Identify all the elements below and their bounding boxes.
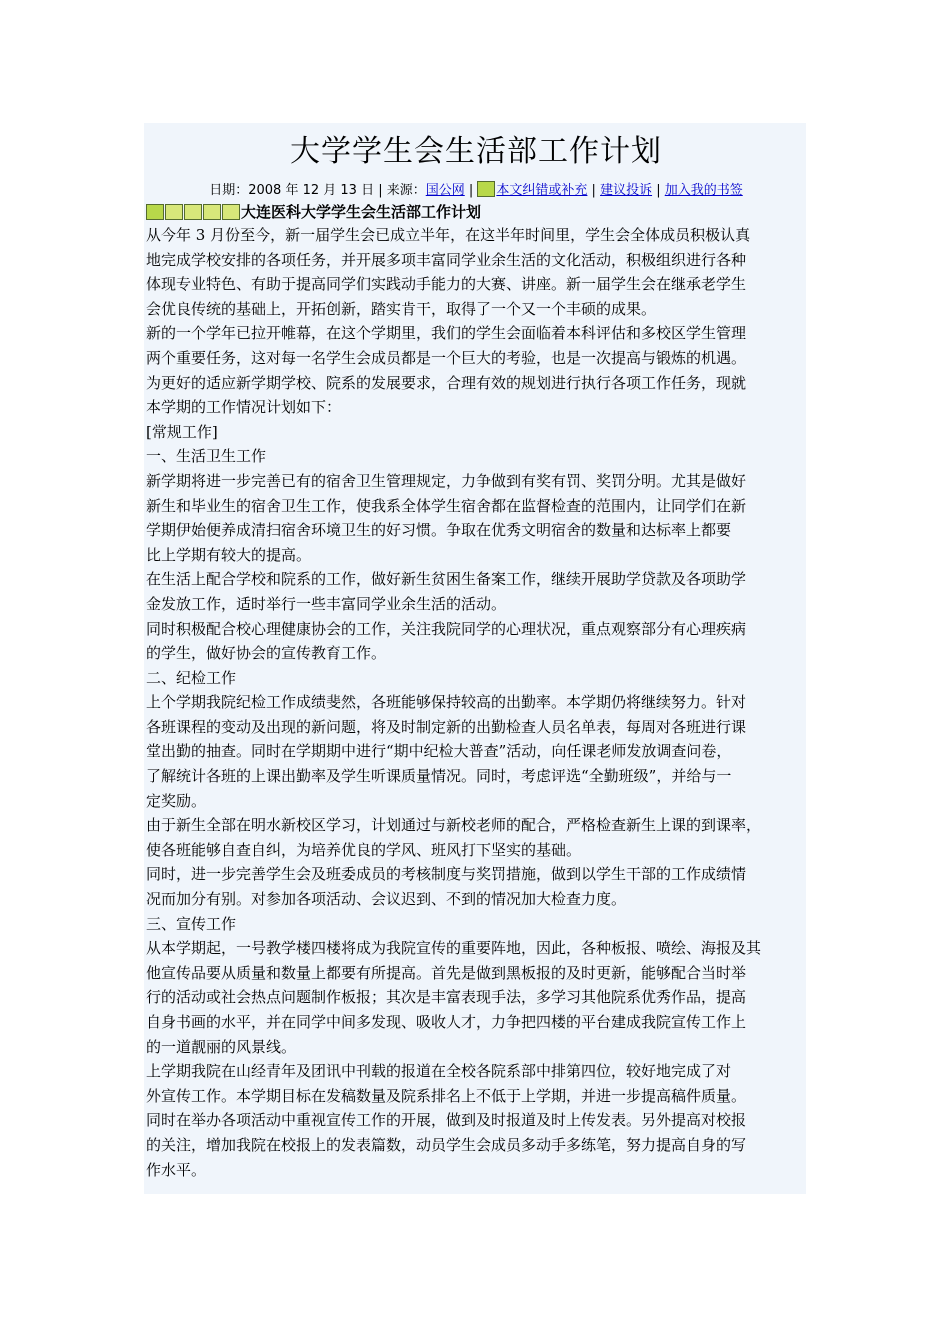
body-line: 外宣传工作。本学期目标在发稿数量及院系排名上不低于上学期，并进一步提高稿件质量。	[146, 1086, 747, 1105]
body-line: 会优良传统的基础上，开拓创新，踏实肯干，取得了一个又一个丰硕的成果。	[146, 299, 657, 318]
body-line: 两个重要任务，这对每一名学生会成员都是一个巨大的考验，也是一次提高与锻炼的机遇。	[146, 348, 747, 367]
body-line: 新的一个学年已拉开帷幕，在这个学期里，我们的学生会面临着本科评估和多校区学生管理	[146, 324, 747, 343]
body-line: 地完成学校安排的各项任务，并开展多项丰富同学业余生活的文化活动，积极组织进行各种	[146, 250, 747, 269]
edit-icon	[222, 204, 240, 220]
body-line: 作水平。	[146, 1160, 207, 1179]
article-panel	[144, 123, 806, 1194]
body-line: 同时，进一步完善学生会及班委成员的考核制度与奖罚措施，做到以学生干部的工作成绩情	[146, 865, 747, 884]
body-line: 他宣传品要从质量和数量上都要有所提高。首先是做到黑板报的及时更新，能够配合当时举	[146, 963, 747, 982]
body-line: 各班课程的变动及出现的新问题，将及时制定新的出勤检查人员名单表，每周对各班进行课	[146, 717, 747, 736]
body-line: 二、纪检工作	[146, 668, 237, 687]
meta-separator: |	[464, 183, 478, 198]
correct-link[interactable]: 本文纠错或补充	[496, 183, 588, 198]
body-line: 在生活上配合学校和院系的工作，做好新生贫困生备案工作，继续开展助学贷款及各项助学	[146, 570, 747, 589]
body-line: 从今年 3 月份至今，新一届学生会已成立半年，在这半年时间里，学生会全体成员积极认真	[146, 226, 751, 244]
body-line: 使各班能够自查自纠，为培养优良的学风、班风打下坚实的基础。	[146, 840, 582, 859]
body-line: 况而加分有别。对参加各项活动、会议迟到、不到的情况加大检查力度。	[146, 890, 627, 909]
body-line: 三、宣传工作	[146, 914, 237, 933]
body-line: 由于新生全部在明水新校区学习，计划通过与新校老师的配合，严格检查新生上课的到课率，	[146, 816, 762, 835]
body-line: 同时积极配合校心理健康协会的工作，关注我院同学的心理状况，重点观察部分有心理疾病	[146, 619, 747, 638]
body-line: 体现专业特色、有助于提高同学们实践动手能力的大赛、讲座。新一届学生会在继承老学生	[146, 275, 747, 294]
body-line: 的关注，增加我院在校报上的发表篇数，动员学生会成员多动手多练笔，努力提高自身的写	[146, 1135, 747, 1154]
body-line: 新生和毕业生的宿舍卫生工作，使我系全体学生宿舍都在监督检查的范围内，让同学们在新	[146, 496, 747, 515]
source-link[interactable]: 国公网	[425, 183, 465, 198]
body-line: 的学生，做好协会的宣传教育工作。	[146, 644, 387, 663]
body-line: 金发放工作，适时举行一些丰富同学业余生活的活动。	[146, 594, 507, 613]
body-line: 上个学期我院纪检工作成绩斐然，各班能够保持较高的出勤率。本学期仍将继续努力。针对	[146, 693, 747, 712]
pencil-icon	[146, 204, 164, 220]
body-line: 的一道靓丽的风景线。	[146, 1037, 297, 1056]
body-line: 行的活动或社会热点问题制作板报；其次是丰富表现手法，多学习其他院系优秀作品，提高	[146, 988, 747, 1007]
subtitle-row	[146, 201, 806, 223]
body-line: 新学期将进一步完善已有的宿舍卫生管理规定，力争做到有奖有罚、奖罚分明。尤其是做好	[146, 471, 747, 490]
body-line: 堂出勤的抽查。同时在学期期中进行“期中纪检大普查”活动，向任课老师发放调查问卷，	[146, 742, 732, 761]
article-meta	[146, 181, 806, 201]
meta-separator: |	[652, 183, 665, 198]
body-line: 一、生活卫生工作	[146, 447, 267, 466]
body-line: [常规工作]	[146, 422, 218, 441]
edit-icon	[184, 204, 202, 220]
page-title: 大学学生会生活部工作计划	[290, 134, 662, 169]
meta-separator: |	[587, 183, 601, 198]
body-line: 定奖励。	[146, 791, 207, 810]
body-line: 了解统计各班的上课出勤率及学生听课质量情况。同时，考虑评选“全勤班级”，并给与一	[146, 767, 732, 786]
body-line: 从本学期起，一号教学楼四楼将成为我院宣传的重要阵地，因此，各种板报、喷绘、海报及其	[146, 939, 762, 958]
body-line: 自身书画的水平，并在同学中间多发现、吸收人才，力争把四楼的平台建成我院宣传工作上	[146, 1013, 747, 1031]
edit-icon	[203, 204, 221, 220]
complain-link[interactable]: 建议投诉	[600, 183, 653, 198]
date-source-label: 日期：2008 年 12 月 13 日 | 来源：	[209, 183, 426, 198]
body-line: 同时在举办各项活动中重视宣传工作的开展，做到及时报道及时上传发表。另外提高对校报	[146, 1111, 747, 1130]
body-line: 本学期的工作情况计划如下：	[146, 398, 342, 417]
body-line: 上学期我院在山经青年及团讯中刊载的报道在全校各院系部中排第四位，较好地完成了对	[146, 1062, 732, 1081]
article-body	[146, 223, 806, 1182]
body-line: 为更好的适应新学期学校、院系的发展要求，合理有效的规划进行执行各项工作任务，现就	[146, 373, 747, 392]
body-line: 比上学期有较大的提高。	[146, 545, 312, 564]
pencil-icon	[477, 181, 495, 197]
article-subtitle: 大连医科大学学生会生活部工作计划	[241, 203, 482, 221]
edit-icon	[165, 204, 183, 220]
body-line: 学期伊始便养成清扫宿舍环境卫生的好习惯。争取在优秀文明宿舍的数量和达标率上都要	[146, 521, 732, 540]
bookmark-link[interactable]: 加入我的书签	[664, 183, 743, 198]
